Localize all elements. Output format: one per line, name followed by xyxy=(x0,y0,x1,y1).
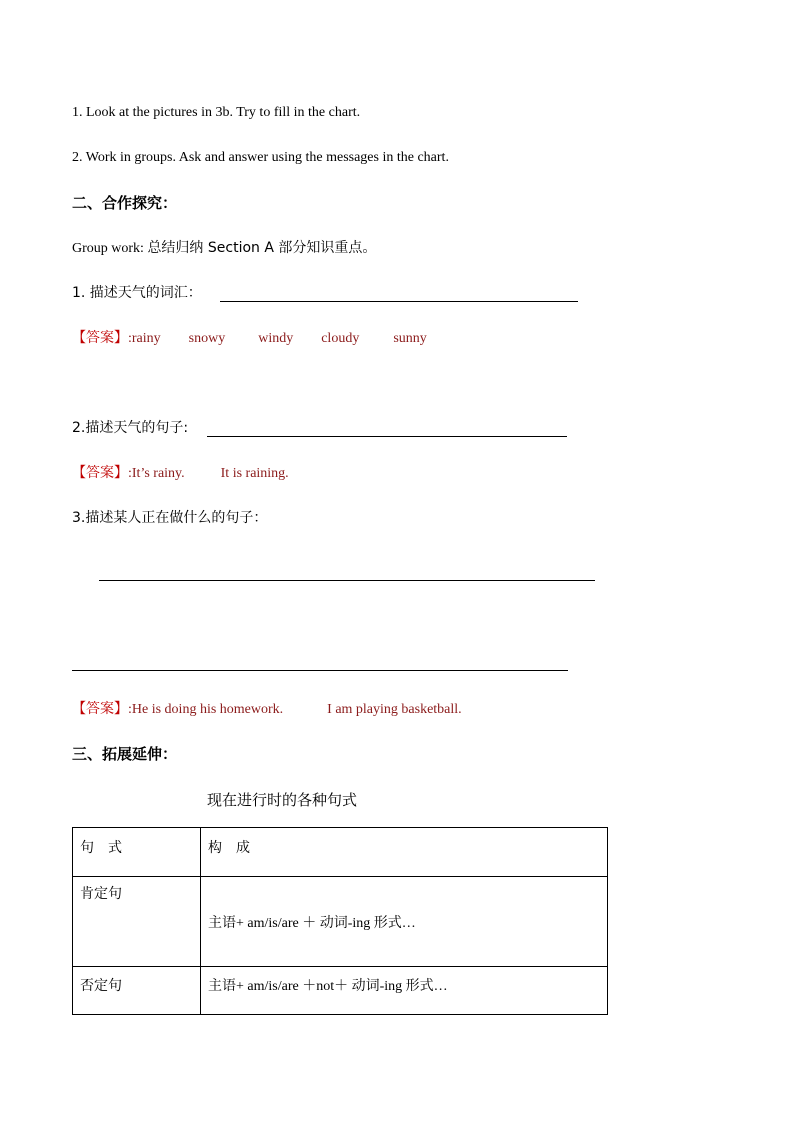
instruction-item-2: 2. Work in groups. Ask and answer using the messages in the chart. xyxy=(72,150,449,165)
answer-2 xyxy=(72,464,289,483)
section-2-heading: 二、合作探究： xyxy=(72,194,178,212)
question-2-blank[interactable] xyxy=(207,422,567,437)
group-work-prefix: Group work: xyxy=(72,241,144,256)
question-3-prompt: 3.描述某人正在做什么的句子： xyxy=(72,510,268,526)
table-cell-type: 肯定句 xyxy=(73,877,201,967)
answer-1-word: snowy xyxy=(188,331,226,346)
table-cell-structure: 主语+ am/is/are ＋not＋ 动词-ing 形式… xyxy=(201,967,608,1015)
answer-2-part: It is raining. xyxy=(220,466,289,481)
question-1-prompt: 1. 描述天气的词汇： xyxy=(72,285,202,301)
table-cell-structure: 主语+ am/is/are ＋ 动词-ing 形式… xyxy=(201,877,608,967)
table-cell-type: 否定句 xyxy=(73,967,201,1015)
table-header-row xyxy=(73,828,608,877)
table-header-cell: 句 式 xyxy=(73,828,201,877)
instruction-item-1: 1. Look at the pictures in 3b. Try to fill in the chart. xyxy=(72,105,361,120)
answer-1-word: windy xyxy=(258,331,294,346)
group-work-text: 总结归纳 Section A 部分知识重点。 xyxy=(147,240,377,256)
group-work-line xyxy=(72,239,376,258)
answer-2-part: :It’s rainy. xyxy=(128,466,185,481)
answer-1-word: sunny xyxy=(393,331,427,346)
question-1 xyxy=(72,284,578,302)
question-3-blank-1[interactable] xyxy=(99,580,595,581)
answer-1-word: :rainy xyxy=(128,331,161,346)
question-3-blank-2[interactable] xyxy=(72,670,568,671)
table-caption: 现在进行时的各种句式 xyxy=(207,791,358,809)
answer-1-word: cloudy xyxy=(321,331,360,346)
sentence-pattern-table xyxy=(72,827,608,1015)
answer-3 xyxy=(72,700,462,719)
question-1-blank[interactable] xyxy=(220,287,578,302)
question-2-prompt: 2.描述天气的句子: xyxy=(72,420,189,436)
question-2 xyxy=(72,419,567,437)
answer-3-label: 【答案】 xyxy=(72,701,128,717)
table-row xyxy=(73,967,608,1015)
answer-3-part: I am playing basketball. xyxy=(327,702,462,717)
answer-2-label: 【答案】 xyxy=(72,465,128,481)
table-header-cell: 构 成 xyxy=(201,828,608,877)
answer-3-part: :He is doing his homework. xyxy=(128,702,284,717)
answer-1-label: 【答案】 xyxy=(72,330,128,346)
section-3-heading: 三、拓展延伸： xyxy=(72,745,178,763)
table-row xyxy=(73,877,608,967)
answer-1 xyxy=(72,329,427,348)
